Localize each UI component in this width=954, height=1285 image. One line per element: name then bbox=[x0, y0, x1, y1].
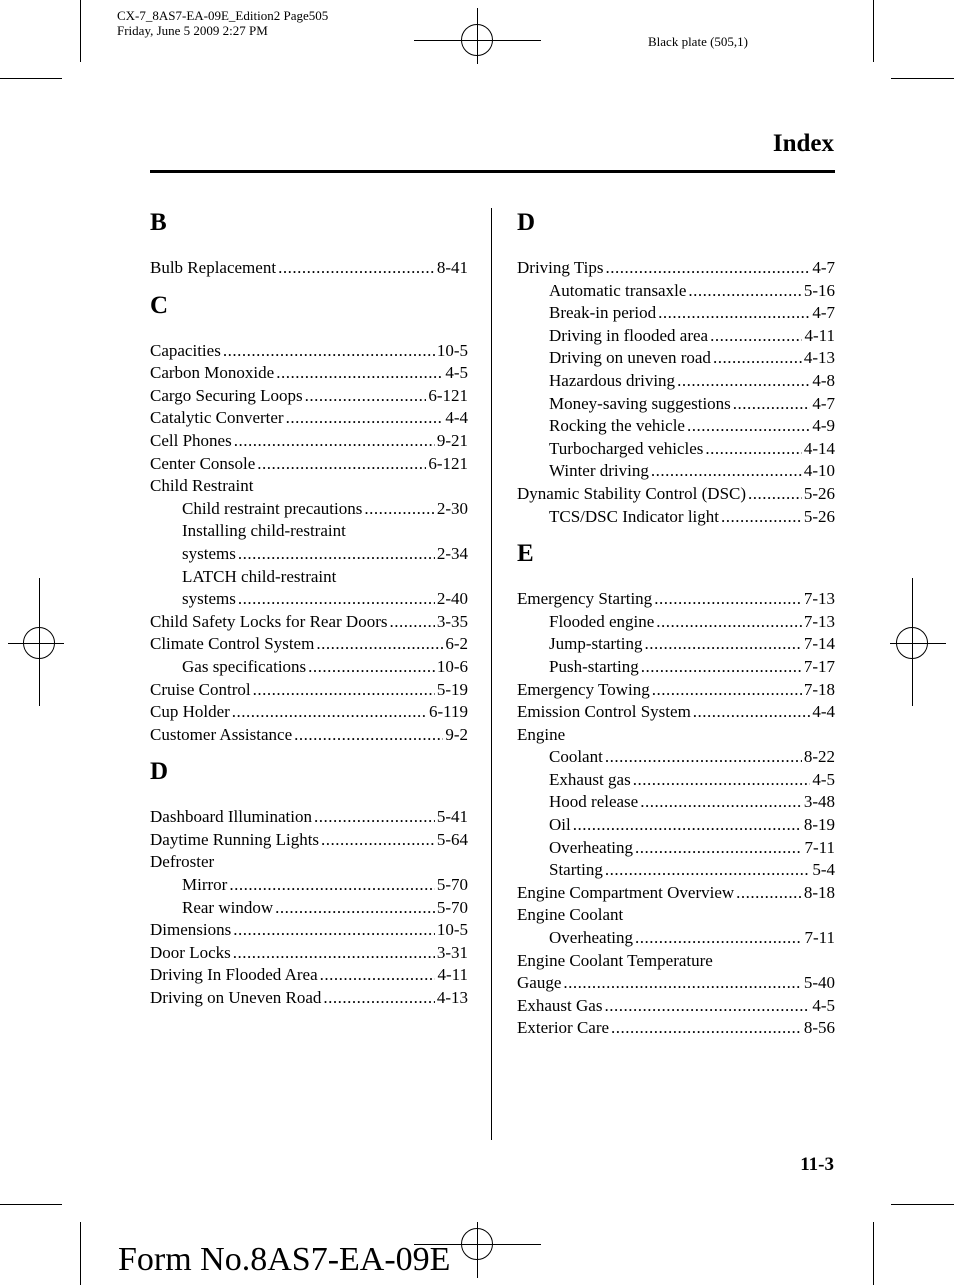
index-subentry bbox=[517, 791, 835, 814]
entry-title: Exhaust gas bbox=[549, 769, 631, 789]
index-entry bbox=[517, 588, 835, 611]
dot-leader bbox=[656, 611, 802, 634]
entry-title: Gauge bbox=[517, 973, 562, 993]
index-subentry bbox=[517, 506, 835, 529]
entry-page: 4-5 bbox=[812, 769, 835, 789]
index-heading: Engine Coolant bbox=[517, 905, 624, 925]
dot-leader bbox=[223, 340, 435, 363]
entry-page: 5-64 bbox=[436, 829, 468, 849]
index-heading: Engine bbox=[517, 724, 566, 744]
dot-leader bbox=[604, 995, 810, 1018]
crop-mark bbox=[891, 78, 954, 79]
entry-title: Child restraint precautions bbox=[182, 498, 363, 518]
dot-leader bbox=[633, 769, 811, 792]
index-entry bbox=[150, 964, 468, 987]
entry-page: 8-56 bbox=[803, 1018, 835, 1038]
entry-page: 4-9 bbox=[812, 416, 835, 436]
entry-title: Exhaust Gas bbox=[517, 995, 603, 1015]
entry-title: Catalytic Converter bbox=[150, 408, 284, 428]
entry-page: 5-16 bbox=[803, 280, 835, 300]
entry-page: 3-31 bbox=[436, 942, 468, 962]
index-entry bbox=[517, 882, 835, 905]
entry-title: Customer Assistance bbox=[150, 724, 293, 744]
entry-title: systems bbox=[182, 543, 236, 563]
entry-title: Carbon Monoxide bbox=[150, 363, 275, 383]
entry-page: 8-19 bbox=[803, 815, 835, 835]
dot-leader bbox=[276, 362, 443, 385]
entry-title: Flooded engine bbox=[549, 611, 655, 631]
dot-leader bbox=[658, 302, 810, 325]
entry-page: 6-119 bbox=[428, 702, 468, 722]
index-subentry bbox=[150, 588, 468, 611]
page-number: 11-3 bbox=[800, 1154, 834, 1175]
entry-page: 4-4 bbox=[445, 408, 468, 428]
dot-leader bbox=[640, 791, 802, 814]
entry-page: 5-40 bbox=[803, 973, 835, 993]
index-entry bbox=[517, 257, 835, 280]
index-entry bbox=[150, 806, 468, 829]
index-entry bbox=[150, 701, 468, 724]
entry-page: 9-2 bbox=[445, 724, 468, 744]
index-entry bbox=[517, 701, 835, 724]
dot-leader bbox=[736, 882, 802, 905]
entry-title: Oil bbox=[549, 815, 571, 835]
index-heading: Defroster bbox=[150, 852, 215, 872]
dot-leader bbox=[323, 987, 434, 1010]
index-subentry bbox=[150, 656, 468, 679]
crop-mark bbox=[80, 1222, 81, 1285]
index-subentry bbox=[517, 814, 835, 837]
file-info bbox=[117, 8, 328, 38]
index-entry bbox=[150, 430, 468, 453]
entry-page: 10-6 bbox=[436, 656, 468, 676]
dot-leader bbox=[314, 806, 435, 829]
entry-page: 10-5 bbox=[436, 920, 468, 940]
column-divider bbox=[491, 208, 492, 1140]
entry-title: Cup Holder bbox=[150, 702, 230, 722]
entry-title: Cargo Securing Loops bbox=[150, 385, 303, 405]
dot-leader bbox=[635, 927, 802, 950]
dot-leader bbox=[688, 280, 801, 303]
dot-leader bbox=[605, 257, 810, 280]
dot-leader bbox=[748, 483, 802, 506]
index-entry bbox=[150, 724, 468, 747]
index-entry bbox=[150, 453, 468, 476]
index-subentry bbox=[517, 280, 835, 303]
dot-leader bbox=[641, 656, 802, 679]
form-number: Form No.8AS7-EA-09E bbox=[118, 1241, 451, 1278]
index-subentry bbox=[517, 438, 835, 461]
index-entry bbox=[517, 1017, 835, 1040]
index-entry bbox=[517, 995, 835, 1018]
dot-leader bbox=[278, 257, 435, 280]
section-letter: B bbox=[150, 209, 167, 236]
dot-leader bbox=[652, 679, 802, 702]
entry-title: Cruise Control bbox=[150, 679, 251, 699]
entry-page: 6-2 bbox=[445, 634, 468, 654]
entry-page: 7-11 bbox=[804, 928, 835, 948]
entry-title: Rocking the vehicle bbox=[549, 416, 685, 436]
entry-title: Winter driving bbox=[549, 461, 649, 481]
dot-leader bbox=[233, 942, 435, 965]
index-subentry bbox=[517, 837, 835, 860]
index-entry bbox=[150, 919, 468, 942]
entry-title: Starting bbox=[549, 860, 603, 880]
entry-title: Driving on Uneven Road bbox=[150, 988, 322, 1008]
index-column-right bbox=[517, 205, 835, 1040]
entry-title: Gas specifications bbox=[182, 656, 307, 676]
dot-leader bbox=[253, 679, 435, 702]
index-entry bbox=[150, 942, 468, 965]
entry-title: Cell Phones bbox=[150, 430, 232, 450]
dot-leader bbox=[611, 1017, 802, 1040]
dot-leader bbox=[257, 453, 426, 476]
index-subentry bbox=[517, 415, 835, 438]
entry-page: 5-19 bbox=[436, 679, 468, 699]
dot-leader bbox=[238, 588, 435, 611]
entry-page: 10-5 bbox=[436, 340, 468, 360]
dot-leader bbox=[320, 964, 436, 987]
entry-page: 8-41 bbox=[436, 258, 468, 277]
dot-leader bbox=[645, 633, 802, 656]
crop-mark bbox=[873, 0, 874, 62]
crop-mark bbox=[891, 1204, 954, 1205]
entry-page: 4-8 bbox=[812, 370, 835, 390]
index-subentry bbox=[517, 656, 835, 679]
index-entry bbox=[150, 362, 468, 385]
index-entry bbox=[150, 385, 468, 408]
entry-page: 4-7 bbox=[812, 303, 835, 323]
index-entry bbox=[517, 972, 835, 995]
entry-page: 4-11 bbox=[437, 965, 468, 985]
dot-leader bbox=[316, 633, 443, 656]
dot-leader bbox=[563, 972, 801, 995]
entry-page: 4-5 bbox=[812, 995, 835, 1015]
crop-mark bbox=[873, 1222, 874, 1285]
entry-page: 8-22 bbox=[803, 747, 835, 767]
crop-mark bbox=[0, 1204, 62, 1205]
index-entry bbox=[150, 611, 468, 634]
index-subentry bbox=[517, 393, 835, 416]
entry-title: Engine Compartment Overview bbox=[517, 882, 735, 902]
entry-title: Emergency Towing bbox=[517, 679, 650, 699]
index-subentry bbox=[517, 325, 835, 348]
dot-leader bbox=[389, 611, 434, 634]
entry-title: Push-starting bbox=[549, 656, 639, 676]
entry-title: Driving in flooded area bbox=[549, 325, 709, 345]
dot-leader bbox=[286, 407, 444, 430]
entry-page: 3-48 bbox=[803, 792, 835, 812]
index-column-left bbox=[150, 205, 468, 1010]
entry-page: 6-121 bbox=[428, 453, 468, 473]
entry-page: 5-41 bbox=[436, 807, 468, 827]
dot-leader bbox=[305, 385, 427, 408]
entry-title: Emission Control System bbox=[517, 702, 691, 722]
entry-title: Hazardous driving bbox=[549, 370, 676, 390]
dot-leader bbox=[573, 814, 802, 837]
entry-page: 4-7 bbox=[812, 393, 835, 413]
entry-page: 2-30 bbox=[436, 498, 468, 518]
index-subentry-text: LATCH child-restraint bbox=[182, 566, 337, 586]
index-subentry bbox=[517, 746, 835, 769]
index-heading: Engine Coolant Temperature bbox=[517, 950, 713, 970]
entry-page: 7-18 bbox=[803, 679, 835, 699]
index-entry bbox=[150, 257, 468, 280]
crop-mark bbox=[0, 78, 62, 79]
entry-title: systems bbox=[182, 589, 236, 609]
entry-title: Rear window bbox=[182, 897, 274, 917]
dot-leader bbox=[233, 919, 435, 942]
entry-page: 9-21 bbox=[436, 430, 468, 450]
entry-title: Coolant bbox=[549, 747, 603, 767]
dot-leader bbox=[635, 837, 802, 860]
entry-title: Jump-starting bbox=[549, 634, 643, 654]
entry-title: Hood release bbox=[549, 792, 639, 812]
entry-page: 7-13 bbox=[803, 589, 835, 609]
dot-leader bbox=[308, 656, 435, 679]
index-subentry bbox=[517, 460, 835, 483]
entry-page: 3-35 bbox=[436, 611, 468, 631]
crop-mark bbox=[80, 0, 81, 62]
dot-leader bbox=[275, 897, 435, 920]
entry-page: 8-18 bbox=[803, 882, 835, 902]
entry-page: 4-4 bbox=[812, 702, 835, 722]
header-rule bbox=[150, 170, 835, 173]
entry-title: Driving Tips bbox=[517, 258, 604, 277]
entry-title: Climate Control System bbox=[150, 634, 315, 654]
dot-leader bbox=[238, 543, 435, 566]
dot-leader bbox=[693, 701, 811, 724]
entry-title: Overheating bbox=[549, 928, 634, 948]
dot-leader bbox=[364, 498, 434, 521]
page-title: Index bbox=[772, 130, 834, 157]
entry-page: 7-14 bbox=[803, 634, 835, 654]
entry-title: Center Console bbox=[150, 453, 256, 473]
index-subentry bbox=[517, 370, 835, 393]
index-entry bbox=[150, 340, 468, 363]
entry-title: TCS/DSC Indicator light bbox=[549, 506, 719, 526]
dot-leader bbox=[713, 347, 802, 370]
entry-title: Capacities bbox=[150, 340, 221, 360]
dot-leader bbox=[651, 460, 802, 483]
entry-title: Turbocharged vehicles bbox=[549, 438, 704, 458]
entry-page: 5-4 bbox=[812, 860, 835, 880]
dot-leader bbox=[605, 859, 810, 882]
entry-page: 4-5 bbox=[445, 363, 468, 383]
dot-leader bbox=[705, 438, 801, 461]
entry-page: 4-13 bbox=[803, 348, 835, 368]
entry-page: 5-70 bbox=[436, 875, 468, 895]
index-entry bbox=[150, 633, 468, 656]
entry-page: 7-11 bbox=[804, 837, 835, 857]
entry-page: 2-34 bbox=[436, 543, 468, 563]
index-subentry bbox=[517, 769, 835, 792]
entry-title: Daytime Running Lights bbox=[150, 829, 320, 849]
entry-page: 5-70 bbox=[436, 897, 468, 917]
entry-title: Break-in period bbox=[549, 303, 657, 323]
entry-title: Child Safety Locks for Rear Doors bbox=[150, 611, 388, 631]
dot-leader bbox=[733, 393, 811, 416]
index-subentry bbox=[517, 347, 835, 370]
dot-leader bbox=[710, 325, 802, 348]
entry-page: 2-40 bbox=[436, 589, 468, 609]
index-entry bbox=[150, 679, 468, 702]
entry-title: Money-saving suggestions bbox=[549, 393, 731, 413]
entry-page: 7-17 bbox=[803, 656, 835, 676]
section-letter: E bbox=[517, 540, 534, 568]
index-subentry bbox=[517, 859, 835, 882]
index-subentry bbox=[150, 543, 468, 566]
index-entry bbox=[150, 987, 468, 1010]
section-letter: D bbox=[517, 209, 536, 236]
file-info-line1: CX-7_8AS7-EA-09E_Edition2 Page505 bbox=[117, 8, 329, 23]
plate-label: Black plate (505,1) bbox=[648, 34, 748, 49]
entry-title: Dashboard Illumination bbox=[150, 807, 312, 827]
index-heading: Child Restraint bbox=[150, 476, 254, 496]
dot-leader bbox=[721, 506, 802, 529]
dot-leader bbox=[677, 370, 810, 393]
entry-title: Automatic transaxle bbox=[549, 280, 687, 300]
entry-title: Driving In Flooded Area bbox=[150, 965, 318, 985]
entry-title: Driving on uneven road bbox=[549, 348, 711, 368]
dot-leader bbox=[232, 701, 427, 724]
index-entry bbox=[517, 483, 835, 506]
entry-page: 4-11 bbox=[804, 325, 835, 345]
dot-leader bbox=[234, 430, 435, 453]
entry-title: Dimensions bbox=[150, 920, 232, 940]
entry-page: 5-26 bbox=[803, 506, 835, 526]
entry-page: 6-121 bbox=[428, 385, 468, 405]
dot-leader bbox=[605, 746, 802, 769]
index-subentry bbox=[517, 611, 835, 634]
index-entry bbox=[517, 679, 835, 702]
section-letter: C bbox=[150, 291, 169, 319]
entry-page: 4-14 bbox=[803, 438, 835, 458]
index-subentry bbox=[517, 633, 835, 656]
section-letter: D bbox=[150, 758, 169, 786]
entry-title: Bulb Replacement bbox=[150, 258, 277, 277]
index-entry bbox=[150, 407, 468, 430]
index-subentry bbox=[517, 927, 835, 950]
entry-page: 4-7 bbox=[812, 258, 835, 277]
entry-title: Door Locks bbox=[150, 942, 231, 962]
entry-title: Emergency Starting bbox=[517, 589, 653, 609]
dot-leader bbox=[687, 415, 810, 438]
entry-page: 4-10 bbox=[803, 461, 835, 481]
index-entry bbox=[150, 829, 468, 852]
dot-leader bbox=[654, 588, 802, 611]
entry-title: Mirror bbox=[182, 875, 228, 895]
entry-page: 7-13 bbox=[803, 611, 835, 631]
index-subentry bbox=[150, 874, 468, 897]
entry-page: 5-26 bbox=[803, 483, 835, 503]
index-subentry bbox=[150, 897, 468, 920]
index-subentry bbox=[517, 302, 835, 325]
dot-leader bbox=[229, 874, 435, 897]
dot-leader bbox=[294, 724, 443, 747]
index-subentry bbox=[150, 498, 468, 521]
file-info-line2: Friday, June 5 2009 2:27 PM bbox=[117, 23, 268, 38]
entry-title: Exterior Care bbox=[517, 1018, 610, 1038]
entry-title: Dynamic Stability Control (DSC) bbox=[517, 483, 747, 503]
dot-leader bbox=[321, 829, 435, 852]
index-subentry-text: Installing child-restraint bbox=[182, 521, 346, 541]
entry-title: Overheating bbox=[549, 837, 634, 857]
entry-page: 4-13 bbox=[436, 988, 468, 1008]
